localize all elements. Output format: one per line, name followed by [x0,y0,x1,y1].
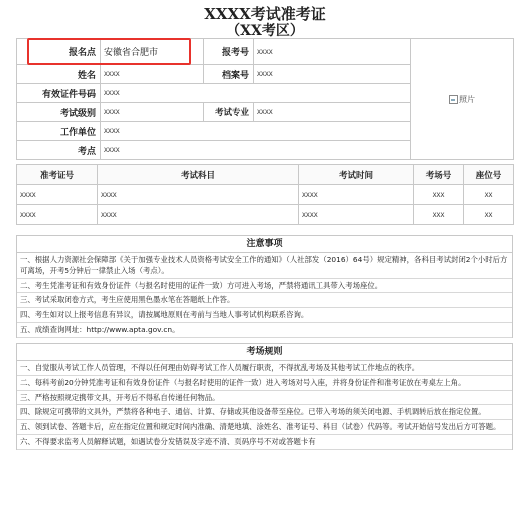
cell-subject: XXXX [98,185,299,205]
cell-seat: XX [464,185,514,205]
cell-seat: XX [464,205,514,225]
unit-label: 工作单位 [17,122,101,141]
rule-item: 一、自觉服从考试工作人员管理，不得以任何理由妨碍考试工作人员履行职责，不得扰乱考场及其他考试工作地点的秩序。 [17,361,512,376]
cell-room: XXX [414,205,464,225]
file-no-label: 档案号 [204,65,254,84]
notice-item: 五、成绩查询网址：http://www.apta.gov.cn。 [17,323,512,338]
rule-item: 五、领到试卷、答题卡后，应在指定位置和规定时间内准确、清楚地填、涂姓名、准考证号、科目（试卷）代码等。考试开始信号发出后方可答题。 [17,420,512,435]
level-value: XXXX [101,103,204,122]
name-value: XXXX [101,65,204,84]
rule-item: 四、除规定可携带的文具外，严禁将各种电子、通信、计算、存储或其他设备带至座位。已带入考场的须关闭电源、手机调转后放在指定位置。 [17,405,512,420]
rules-heading: 考场规则 [17,343,512,361]
level-label: 考试级别 [17,103,101,122]
exam-site-label: 报名点 [17,39,101,65]
cell-time: XXXX [299,205,414,225]
reg-no-label: 报考号 [204,39,254,65]
notice-heading: 注意事项 [17,235,512,253]
col-header-subject: 考试科目 [98,165,299,185]
table-header-row [17,165,514,185]
notice-item: 二、考生凭准考证和有效身份证件（与报名时使用的证件一致）方可进入考场，严禁将通讯工具带入考场座位。 [17,279,512,294]
id-value: XXXX [101,84,411,103]
col-header-time: 考试时间 [299,165,414,185]
exam-site-highlight [27,38,191,65]
notice-item: 三、考试采取闭卷方式，考生应使用黑色墨水笔在答题纸上作答。 [17,293,512,308]
rule-item: 二、每科考前20分钟凭准考证和有效身份证件（与报名时使用的证件一致）进入考场对号入座，并将身份证件和准考证放在考桌左上角。 [17,376,512,391]
notice-item: 四、考生如对以上报考信息有异议，请按属地原则在考前与当地人事考试机构联系咨询。 [17,308,512,323]
table-row [17,205,514,225]
page-title: XXXX考试准考证 [204,5,326,23]
exam-schedule-table [16,164,514,225]
notice-item: 一、根据人力资源社会保障部《关于加强专业技术人员资格考试安全工作的通知》（人社部发（2016）64号）规定精神，各科目考试封闭2个小时后方可离场，开考5分钟后一律禁止入场（考点）。 [17,253,512,279]
id-label: 有效证件号码 [17,84,101,103]
col-header-room: 考场号 [414,165,464,185]
major-label: 考试专业 [204,103,254,122]
rules-section [16,343,513,450]
venue-label: 考点 [17,141,101,160]
rule-item: 三、严格按照规定携带文具，开考后不得私自传递任何物品。 [17,391,512,406]
photo-alt-text: 照片 [459,94,475,104]
notice-section [16,235,513,338]
cell-room: XXX [414,185,464,205]
cell-subject: XXXX [98,205,299,225]
cell-ticket: XXXX [17,185,98,205]
file-no-value: XXXX [254,65,411,84]
venue-value: XXXX [101,141,411,160]
major-value: XXXX [254,103,411,122]
cell-time: XXXX [299,185,414,205]
cell-ticket: XXXX [17,205,98,225]
photo-area [411,39,514,160]
broken-image-icon [449,95,458,104]
col-header-seat: 座位号 [464,165,514,185]
exam-site-value: 安徽省合肥市 [101,39,204,65]
reg-no-value: XXXX [254,39,411,65]
page-subtitle: （XX考区） [226,23,304,39]
unit-value: XXXX [101,122,411,141]
rule-item: 六、不得要求监考人员解释试题，如遇试卷分发错误及字迹不清、页码序号不对或答题卡有 [17,435,512,450]
col-header-ticket: 准考证号 [17,165,98,185]
table-row [17,185,514,205]
name-label: 姓名 [17,65,101,84]
